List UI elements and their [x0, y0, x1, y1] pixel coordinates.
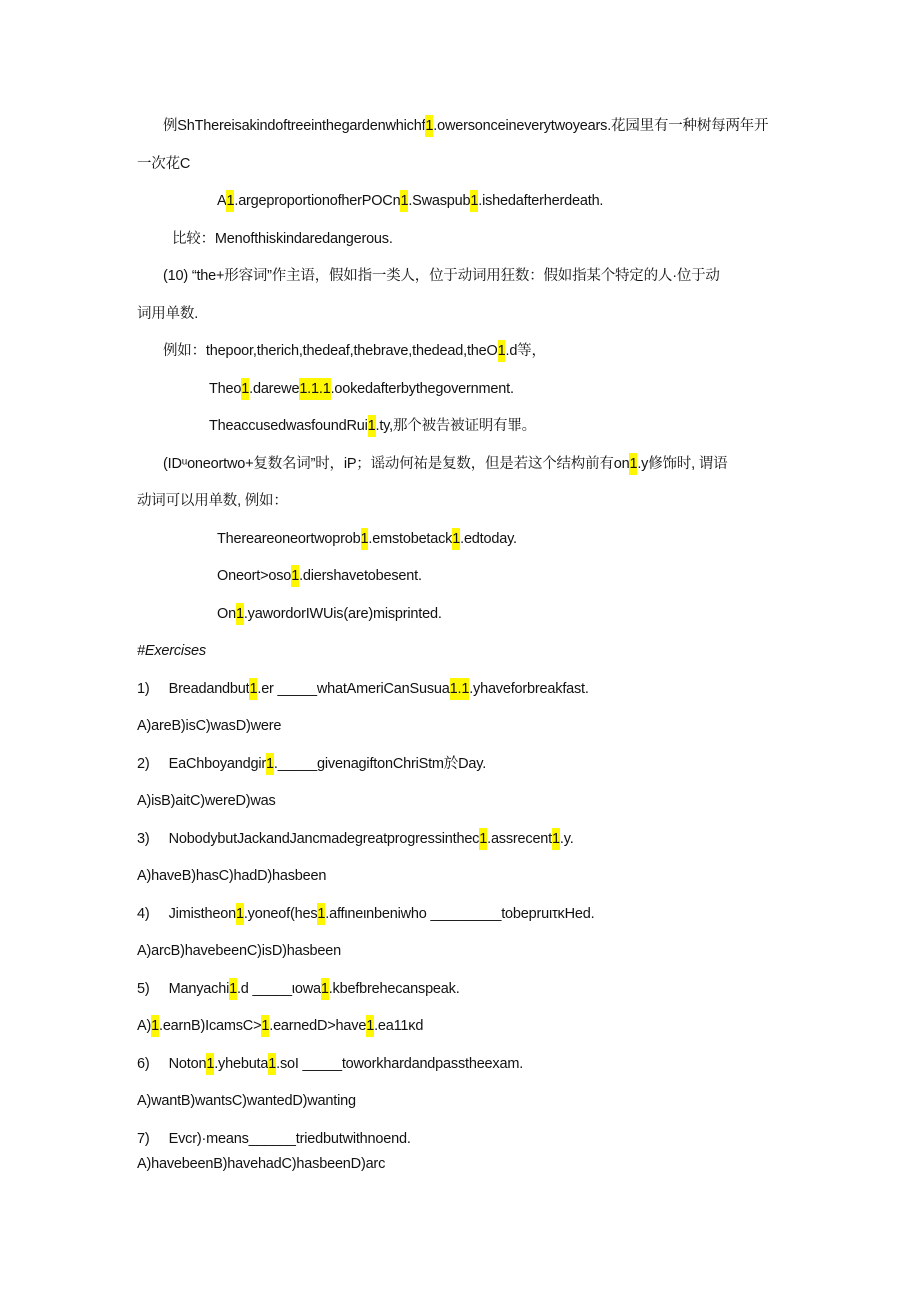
rule-10-line	[163, 266, 720, 286]
text-run: A)	[137, 1018, 152, 1034]
text-run: .affιneιnbeniwho _________tobepruιτκHed.	[325, 906, 595, 922]
example-line-1-cont	[137, 154, 190, 174]
text-run: .ty,那个被告被证明有罪。	[375, 418, 536, 434]
question-4	[137, 904, 594, 924]
compare-line	[172, 229, 393, 249]
example-line-2	[217, 191, 603, 211]
options-3	[137, 866, 326, 886]
example-soldiers	[217, 566, 422, 586]
text-run: #Exercises	[137, 643, 206, 659]
text-run: .er _____whatAmeriCanSusua	[257, 681, 450, 697]
text-run: (10) “the+形容词”作主语，假如指一类人，位于动词用狂数：假如指某个特定的人·位于动	[163, 268, 720, 284]
text-run: A)wantB)wantsC)wantedD)wanting	[137, 1093, 356, 1109]
highlighted-text: 1	[266, 753, 274, 775]
highlighted-text: 1	[629, 453, 637, 475]
highlighted-text: 1	[317, 903, 325, 925]
text-run: A	[217, 193, 227, 209]
text-run: Oneort>oso	[217, 568, 292, 584]
text-run: A)areB)isC)wasD)were	[137, 718, 282, 734]
highlighted-text: 1	[291, 565, 299, 587]
text-run: 一次花C	[137, 156, 191, 172]
highlighted-text: 1	[241, 378, 249, 400]
text-run: .earnB)IcamsC>	[158, 1018, 262, 1034]
text-run: .ookedafterbythegovernment.	[330, 381, 514, 397]
highlighted-text: 1	[400, 190, 408, 212]
text-run: 6) Noton	[137, 1056, 207, 1072]
text-run: .yawordorIWUis(are)misprinted.	[243, 606, 442, 622]
text-run: .soI _____toworkhardandpasstheexam.	[276, 1056, 524, 1072]
highlighted-text: 1.1.1	[299, 378, 330, 400]
example-word	[217, 604, 442, 624]
highlighted-text: 1	[368, 415, 376, 437]
question-5	[137, 979, 460, 999]
highlighted-text: 1	[361, 528, 369, 550]
text-run: .kbefbrehecanspeak.	[328, 981, 460, 997]
text-run: .d _____ιowa	[236, 981, 321, 997]
options-4	[137, 941, 341, 961]
text-run: .darewe	[249, 381, 300, 397]
text-run: 7) Evcr)·means______triedbutwithnoend.	[137, 1131, 411, 1147]
highlighted-text: 1	[229, 978, 237, 1000]
highlighted-text: 1	[452, 528, 460, 550]
question-1	[137, 679, 589, 699]
text-run: Rui	[346, 418, 368, 434]
highlighted-text: 1	[236, 903, 244, 925]
text-run: 2) EaChboyandgir	[137, 756, 266, 772]
rule-11-line	[163, 454, 727, 474]
rule-10-cont	[137, 304, 198, 324]
text-run: 4) Jimistheon	[137, 906, 236, 922]
highlighted-text: 1	[236, 603, 244, 625]
text-run: Theaccusedwasfound	[209, 418, 347, 434]
text-run: 动词可以用单数, 例如：	[137, 493, 288, 509]
text-run: .assrecent	[487, 831, 553, 847]
text-run: (IDᵘoneortwo+复数名词”时，iP；谣动何祐是复数，但是若这个结构前有on	[163, 456, 630, 472]
options-5	[137, 1016, 423, 1036]
text-run: 词用单数.	[137, 306, 199, 322]
text-run: .edtoday.	[460, 531, 517, 547]
highlighted-text: 1	[321, 978, 329, 1000]
text-run: .owersonceineverytwoyears.花园里有一种树每两年开	[433, 118, 769, 134]
text-run: 例如：thepoor,therich,thedeaf,thebrave,thedead,theO	[163, 343, 498, 359]
exercises-heading	[137, 641, 206, 661]
text-run: ._____givenagiftonChriStm於Day.	[273, 756, 487, 772]
text-run: .y修饰时, 谓语	[637, 456, 728, 472]
text-run: .yoneof(hes	[243, 906, 318, 922]
highlighted-text: 1	[206, 1053, 214, 1075]
example-old	[209, 379, 514, 399]
highlighted-text: 1	[261, 1015, 269, 1037]
highlighted-text: 1	[470, 190, 478, 212]
example-line-1	[163, 116, 768, 136]
text-run: .earnedD>have	[269, 1018, 367, 1034]
text-run: .diershavetobesent.	[299, 568, 422, 584]
text-run: A)arcB)havebeenC)isD)hasbeen	[137, 943, 341, 959]
example-accused	[209, 416, 536, 436]
highlighted-text: 1	[498, 340, 506, 362]
highlighted-text: 1	[268, 1053, 276, 1075]
text-run: .y.	[559, 831, 574, 847]
text-run: 比较：Menofthiskindaredangerous.	[172, 231, 393, 247]
text-run: .yhaveforbreakfast.	[469, 681, 589, 697]
text-run: A)haveB)hasC)hadD)hasbeen	[137, 868, 327, 884]
question-3	[137, 829, 574, 849]
rule-11-cont	[137, 491, 288, 511]
highlighted-text: 1	[479, 828, 487, 850]
options-6	[137, 1091, 356, 1111]
question-7	[137, 1129, 411, 1149]
highlighted-text: 1.1	[450, 678, 470, 700]
text-run: 3) NobodybutJackandJancmadegreatprogressinthec	[137, 831, 480, 847]
question-6	[137, 1054, 523, 1074]
text-run: .argeproportionofherPOCn	[234, 193, 401, 209]
highlighted-text: 1	[425, 115, 433, 137]
highlighted-text: 1	[366, 1015, 374, 1037]
highlighted-text: 1	[151, 1015, 159, 1037]
highlighted-text: 1	[552, 828, 560, 850]
text-run: .Swaspub	[408, 193, 471, 209]
examples-intro	[163, 341, 546, 361]
options-7	[137, 1154, 385, 1174]
text-run: Theo	[209, 381, 242, 397]
text-run: .d等，	[505, 343, 546, 359]
text-run: 例ShThereisakindoftreeinthegardenwhichf	[163, 118, 426, 134]
highlighted-text: 1	[249, 678, 257, 700]
text-run: 1) Breadandbut	[137, 681, 250, 697]
text-run: A)isB)aitC)wereD)was	[137, 793, 276, 809]
options-1	[137, 716, 281, 736]
question-2	[137, 754, 486, 774]
text-run: .emstobetack	[368, 531, 453, 547]
text-run: .ishedafterherdeath.	[478, 193, 604, 209]
options-2	[137, 791, 276, 811]
example-problems	[217, 529, 517, 549]
text-run: A)havebeenB)havehadC)hasbeenD)arc	[137, 1156, 386, 1172]
text-run: .ea11κd	[374, 1018, 424, 1034]
text-run: 5) Manyachi	[137, 981, 230, 997]
text-run: On	[217, 606, 236, 622]
text-run: .yhebuta	[214, 1056, 269, 1072]
highlighted-text: 1	[226, 190, 234, 212]
text-run: Thereareoneortwoprob	[217, 531, 361, 547]
